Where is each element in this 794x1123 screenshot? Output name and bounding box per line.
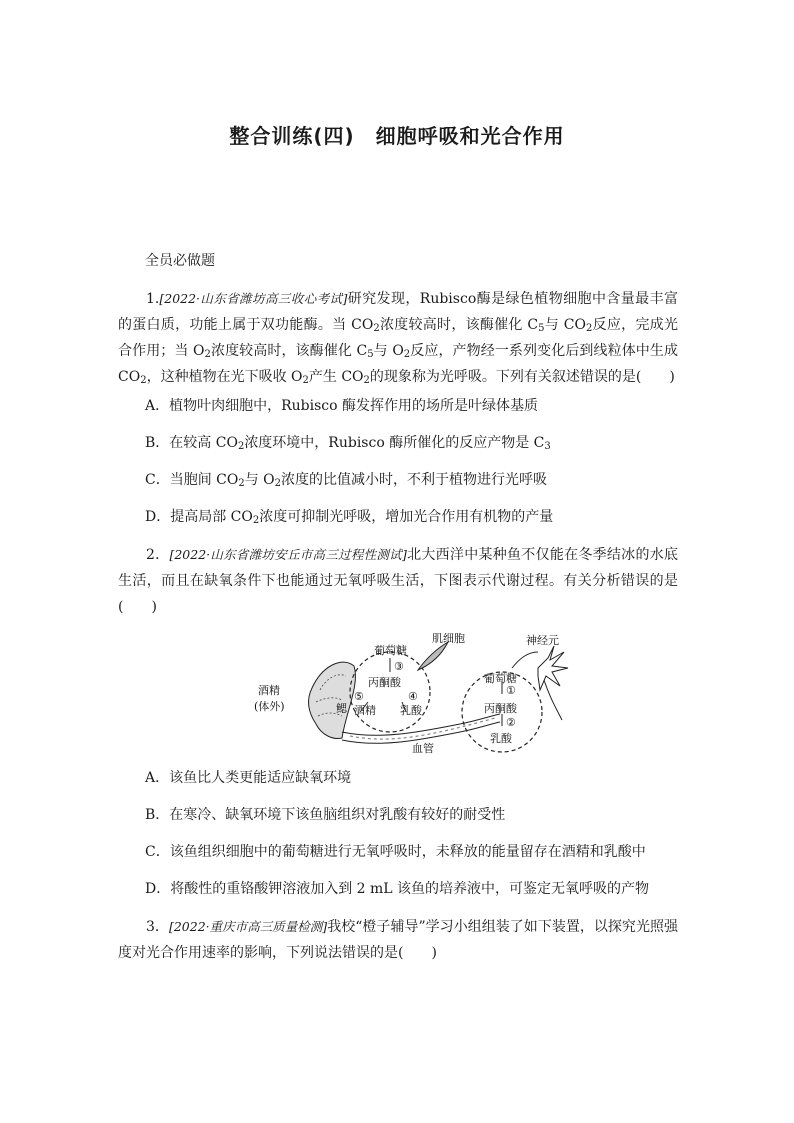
blood-vessel-lower	[342, 722, 500, 743]
fish-body-shape	[309, 662, 356, 738]
label-gill: 鳃	[336, 702, 347, 715]
question-text: 北大西洋中某种鱼不仅能在冬季结冰的水底生活，而且在缺氧条件下也能通过无氧呼吸生活，下图表示代谢过程。有关分析错误的是( )	[118, 547, 678, 615]
label-lactic-acid: 乳酸	[490, 732, 512, 745]
label-ethanol-outside: 酒精	[258, 684, 280, 697]
question-2-option-c[interactable]: C．该鱼组织细胞中的葡萄糖进行无氧呼吸时，未释放的能量留存在酒精和乳酸中	[145, 844, 646, 860]
question-number: 3．	[146, 919, 169, 935]
label-step: ①	[506, 684, 516, 697]
metabolism-diagram	[250, 628, 580, 766]
question-source: [2022·重庆市高三质量检测]	[168, 919, 328, 934]
question-1-option-b[interactable]	[145, 433, 551, 453]
question-text: 与 O	[373, 343, 404, 359]
label-step: ③	[394, 660, 404, 673]
question-number: 1.	[146, 291, 160, 307]
subscript: 2	[238, 478, 245, 489]
label-neuron: 神经元	[526, 634, 559, 647]
question-text: ，这种植物在光下吸收 O	[146, 369, 303, 385]
label-vessel: 血管	[412, 742, 434, 755]
question-text: 反应，产物经一系列变化后到线粒体中生成 CO	[118, 343, 678, 385]
subscript: 2	[585, 323, 593, 334]
question-1-option-a[interactable]: A．植物叶肉细胞中，Rubisco 酶发挥作用的场所是叶绿体基质	[145, 398, 539, 414]
question-text: 浓度较高时，该酶催化 C	[379, 317, 539, 333]
option-text: D．提高局部 CO	[145, 509, 253, 525]
option-text: 浓度环境中，Rubisco 酶所催化的反应产物是 C	[244, 435, 545, 451]
label-outside: (体外)	[254, 700, 285, 713]
subscript: 2	[373, 323, 380, 334]
question-2-stem	[118, 542, 678, 620]
question-source: [2022·山东省潍坊安丘市高三过程性测试]	[169, 547, 407, 562]
option-text: 与 O	[244, 472, 275, 488]
question-text: 研究发现，Rubisco酶是绿色植物细胞中含量最丰富的蛋白质，功能上属于双功能酶。当 CO	[118, 291, 678, 333]
question-source: [2022·山东省潍坊高三收心考试]	[159, 291, 348, 306]
subscript: 2	[403, 349, 411, 360]
subscript: 2	[237, 441, 245, 452]
blood-vessel-upper	[342, 714, 500, 735]
question-1-option-c[interactable]	[145, 470, 547, 490]
question-text: 与 CO	[544, 317, 586, 333]
question-text: 我校“橙子辅导”学习小组组装了如下装置，以探究光照强度对光合作用速率的影响，下列说法错误的是( )	[118, 919, 678, 961]
question-3-stem	[118, 914, 678, 966]
subscript: 2	[140, 375, 147, 386]
subscript: 3	[544, 441, 551, 452]
dendrite-line	[512, 652, 538, 668]
label-step: ②	[506, 716, 516, 729]
label-pyruvate: 丙酮酸	[368, 676, 401, 689]
label-ethanol: 酒精	[354, 704, 376, 717]
question-1-option-d[interactable]	[145, 507, 553, 527]
subscript: 2	[363, 375, 370, 386]
label-pyruvate: 丙酮酸	[484, 702, 517, 715]
question-text: 反应，完成光合作用；当 O	[118, 317, 679, 359]
question-2-option-d[interactable]: D．将酸性的重铬酸钾溶液加入到 2 mL 该鱼的培养液中，可鉴定无氧呼吸的产物	[145, 881, 650, 897]
label-lactic-acid: 乳酸	[400, 704, 422, 717]
label-muscle: 肌细胞	[432, 632, 465, 645]
option-text: C．当胞间 CO	[145, 472, 239, 488]
question-2-option-b[interactable]: B．在寒冷、缺氧环境下该鱼脑组织对乳酸有较好的耐受性	[145, 807, 506, 823]
section-heading: 全员必做题	[145, 253, 215, 269]
question-2-option-a[interactable]: A．该鱼比人类更能适应缺氧环境	[145, 770, 352, 786]
subscript: 5	[367, 349, 374, 360]
page-title: 整合训练(四) 细胞呼吸和光合作用	[229, 124, 565, 148]
label-glucose: 葡萄糖	[484, 672, 517, 685]
question-text: 产生 CO	[308, 369, 364, 385]
option-text: B．在较高 CO	[145, 435, 238, 451]
option-text: 浓度的比值减小时，不利于植物进行光呼吸	[281, 472, 548, 488]
neuron-icon	[538, 646, 568, 690]
question-text: 浓度较高时，该酶催化 C	[210, 343, 368, 359]
question-number: 2．	[146, 547, 170, 563]
subscript: 2	[274, 478, 282, 489]
subscript: 5	[538, 323, 545, 334]
option-text: 浓度可抑制光呼吸，增加光合作用有机物的产量	[259, 509, 554, 525]
subscript: 2	[302, 375, 309, 386]
subscript: 2	[252, 515, 260, 526]
label-step: ⑤	[354, 690, 364, 703]
muscle-fiber-icon	[418, 642, 448, 670]
label-glucose: 葡萄糖	[374, 644, 407, 657]
question-text: 的现象称为光呼吸。下列有关叙述错误的是( )	[369, 369, 675, 385]
subscript: 2	[204, 349, 211, 360]
label-step: ④	[408, 690, 418, 703]
question-1-stem	[118, 286, 678, 390]
